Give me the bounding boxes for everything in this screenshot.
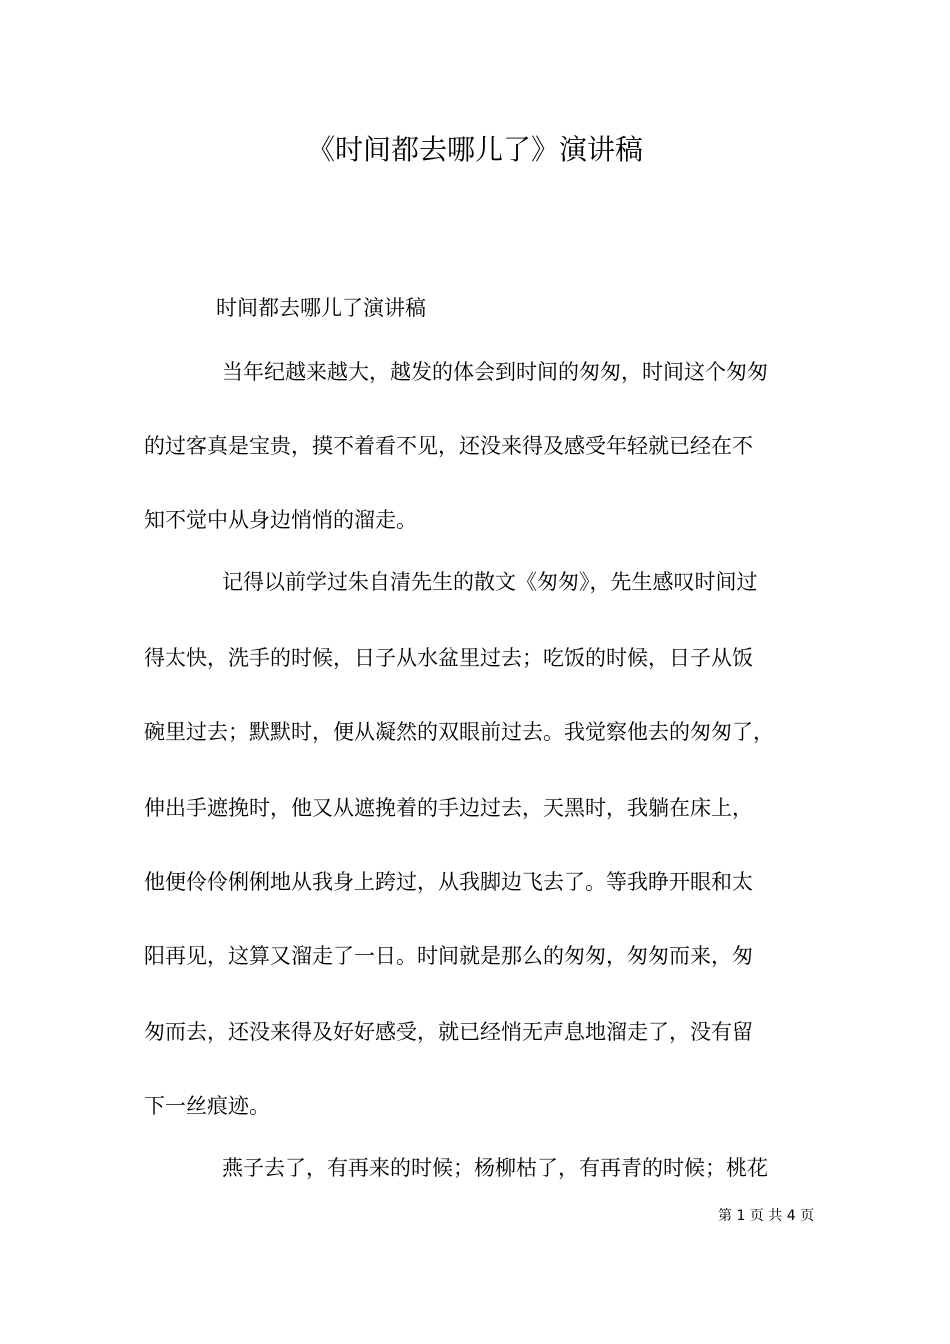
paragraph-line: 得太快，洗手的时候，日子从水盆里过去；吃饭的时候，日子从饭	[144, 646, 753, 670]
paragraph-line: 记得以前学过朱自清先生的散文《匆匆》，先生感叹时间过	[222, 570, 758, 594]
page-number: 第 1 页 共 4 页	[718, 1208, 815, 1224]
paragraph-line: 知不觉中从身边悄悄的溜走。	[144, 508, 417, 532]
document-title: 《时间都去哪儿了》演讲稿	[306, 133, 643, 166]
paragraph-line: 燕子去了，有再来的时候；杨柳枯了，有再青的时候；桃花	[222, 1156, 768, 1180]
document-subtitle: 时间都去哪儿了演讲稿	[216, 296, 426, 320]
paragraph-line: 他便伶伶俐俐地从我身上跨过，从我脚边飞去了。等我睁开眼和太	[144, 870, 753, 894]
paragraph-line: 当年纪越来越大，越发的体会到时间的匆匆，时间这个匆匆	[222, 360, 768, 384]
paragraph-line: 的过客真是宝贵，摸不着看不见，还没来得及感受年轻就已经在不	[144, 434, 753, 458]
paragraph-line: 匆而去，还没来得及好好感受，就已经悄无声息地溜走了，没有留	[144, 1020, 753, 1044]
paragraph-line: 伸出手遮挽时，他又从遮挽着的手边过去，天黑时，我躺在床上，	[144, 796, 753, 820]
paragraph-line: 碗里过去；默默时，便从凝然的双眼前过去。我觉察他去的匆匆了，	[144, 720, 774, 744]
paragraph-line: 下一丝痕迹。	[144, 1094, 270, 1118]
paragraph-line: 阳再见，这算又溜走了一日。时间就是那么的匆匆，匆匆而来，匆	[144, 944, 753, 968]
